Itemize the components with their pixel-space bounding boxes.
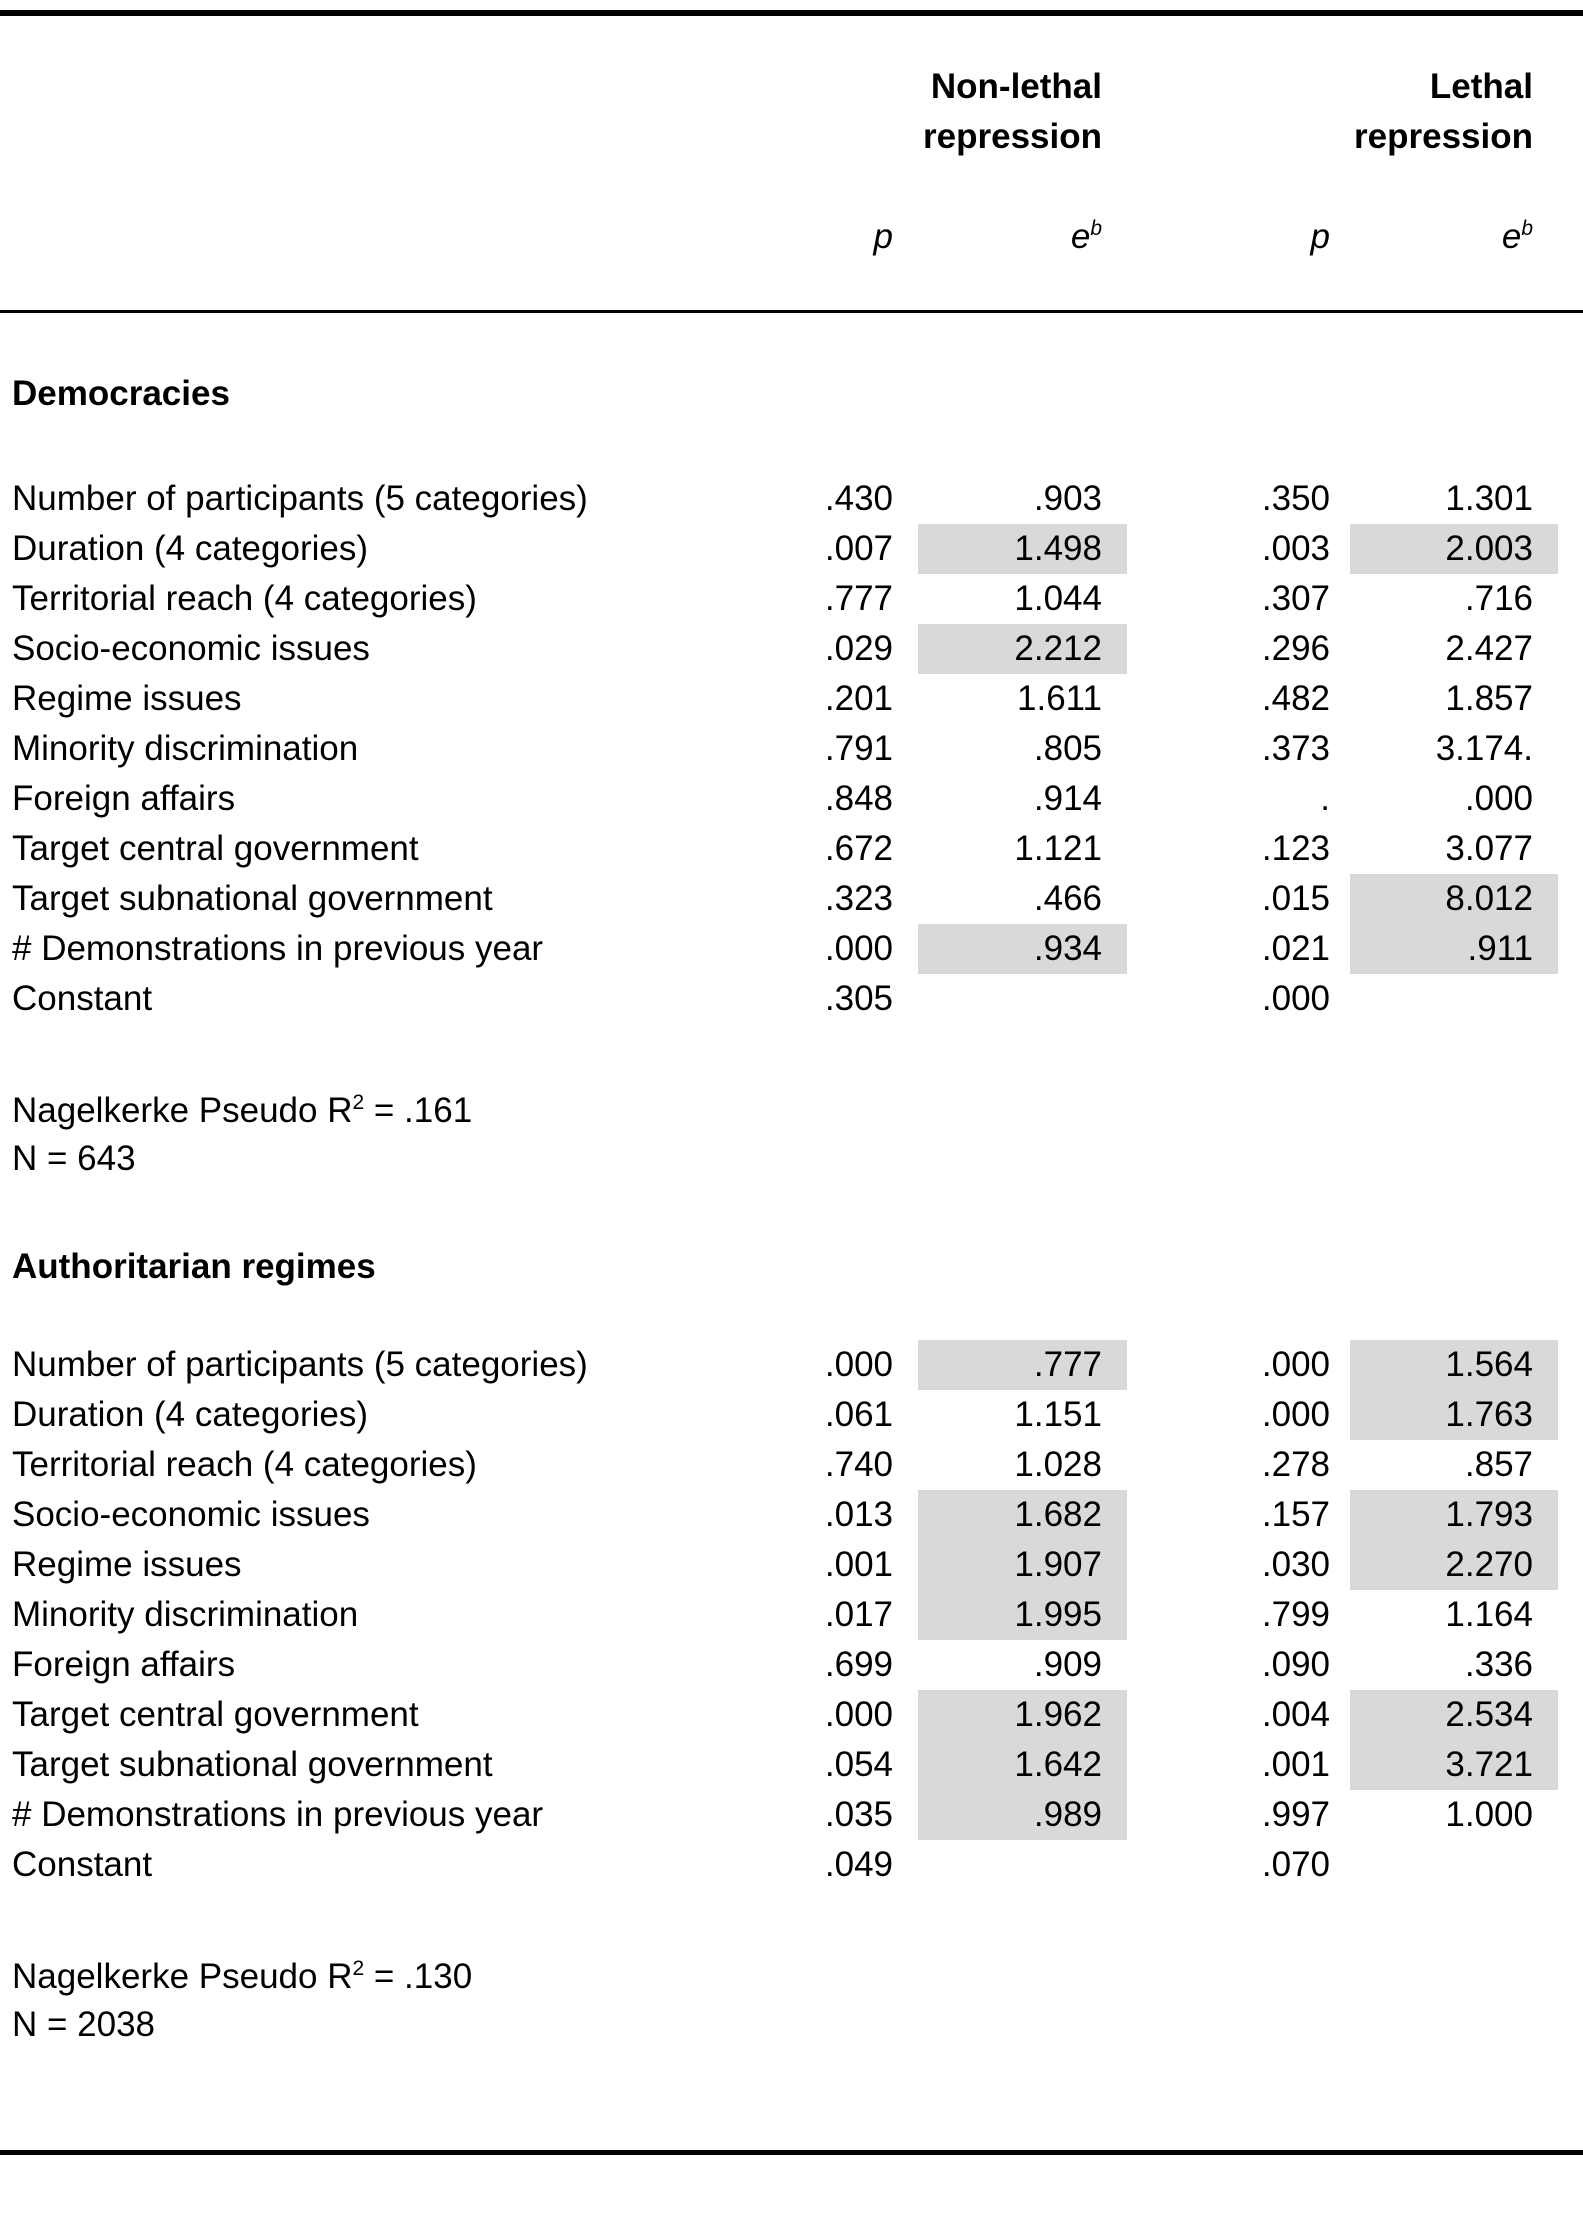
table-row bbox=[0, 1490, 1583, 1540]
eb-value-lethal: 3.174. bbox=[1435, 729, 1533, 768]
eb-value-lethal: 1.164 bbox=[1445, 1595, 1533, 1634]
pseudo-r2-authoritarian bbox=[12, 1944, 1583, 1994]
row-end-pad bbox=[1558, 474, 1583, 524]
col-group-label-line: Lethal bbox=[1429, 67, 1533, 106]
row-end-pad bbox=[1558, 774, 1583, 824]
eb-value-nonlethal: 1.151 bbox=[1014, 1395, 1102, 1434]
p-value-nonlethal: .201 bbox=[824, 679, 893, 718]
row-label: Target subnational government bbox=[12, 1745, 493, 1784]
row-label: Duration (4 categories) bbox=[12, 529, 368, 568]
eb-value-lethal: 2.003 bbox=[1334, 524, 1558, 574]
eb-value-lethal: 1.857 bbox=[1445, 679, 1533, 718]
eb-value-nonlethal: .903 bbox=[1033, 479, 1102, 518]
row-end-pad bbox=[1558, 1440, 1583, 1490]
eb-value-nonlethal: 1.962 bbox=[900, 1690, 1127, 1740]
table-row bbox=[0, 924, 1583, 974]
eb-value-lethal: 1.000 bbox=[1445, 1795, 1533, 1834]
column-header-table bbox=[0, 62, 1583, 262]
row-label: Target central government bbox=[12, 829, 419, 868]
section-title-authoritarian: Authoritarian regimes bbox=[12, 1247, 376, 1286]
eb-value-lethal bbox=[1334, 1840, 1558, 1890]
row-label: Socio-economic issues bbox=[12, 1495, 370, 1534]
eb-value-lethal: 2.270 bbox=[1334, 1540, 1558, 1590]
eb-value-nonlethal: .989 bbox=[900, 1790, 1127, 1840]
row-end-pad bbox=[1558, 674, 1583, 724]
n-democracies: N = 643 bbox=[12, 1139, 136, 1178]
row-label: Territorial reach (4 categories) bbox=[12, 579, 477, 618]
eb-value-nonlethal: 1.044 bbox=[1014, 579, 1102, 618]
header-divider-rule bbox=[0, 310, 1583, 313]
p-value-lethal: .373 bbox=[1261, 729, 1330, 768]
row-label: Duration (4 categories) bbox=[12, 1395, 368, 1434]
eb-value-nonlethal: .914 bbox=[1033, 779, 1102, 818]
p-value-nonlethal: .007 bbox=[824, 529, 893, 568]
r2-superscript: 2 bbox=[352, 1091, 365, 1114]
eb-value-nonlethal: 1.028 bbox=[1014, 1445, 1102, 1484]
row-label: # Demonstrations in previous year bbox=[12, 929, 544, 968]
p-value-nonlethal: .777 bbox=[824, 579, 893, 618]
eb-value-lethal: 3.721 bbox=[1334, 1740, 1558, 1790]
row-end-pad bbox=[1558, 874, 1583, 924]
p-value-nonlethal: .000 bbox=[824, 1345, 893, 1384]
row-label: Foreign affairs bbox=[12, 779, 236, 818]
p-value-lethal: .997 bbox=[1261, 1795, 1330, 1834]
row-end-pad bbox=[1558, 974, 1583, 1024]
p-value-lethal: . bbox=[1320, 779, 1330, 818]
subheader-p-lethal bbox=[1127, 162, 1334, 262]
empty-cell bbox=[1558, 162, 1583, 262]
p-value-lethal: .157 bbox=[1261, 1495, 1330, 1534]
empty-cell bbox=[0, 162, 750, 262]
eb-value-lethal: .000 bbox=[1464, 779, 1533, 818]
eb-value-nonlethal: .466 bbox=[1033, 879, 1102, 918]
table-row bbox=[0, 1840, 1583, 1890]
table-row bbox=[0, 1740, 1583, 1790]
b-superscript: b bbox=[1090, 217, 1102, 240]
row-end-pad bbox=[1558, 1640, 1583, 1690]
p-value-nonlethal: .061 bbox=[824, 1395, 893, 1434]
table-row bbox=[0, 674, 1583, 724]
p-value-lethal: .004 bbox=[1261, 1695, 1330, 1734]
subheader-p-nonlethal bbox=[750, 162, 900, 262]
p-value-lethal: .001 bbox=[1261, 1745, 1330, 1784]
empty-cell bbox=[0, 62, 750, 162]
col-group-nonlethal-repression bbox=[900, 62, 1127, 162]
pseudo-r2-text: Nagelkerke Pseudo R bbox=[12, 1091, 353, 1130]
table-row bbox=[0, 974, 1583, 1024]
p-value-lethal: .003 bbox=[1261, 529, 1330, 568]
p-value-nonlethal: .791 bbox=[824, 729, 893, 768]
p-value-nonlethal: .305 bbox=[824, 979, 893, 1018]
eb-value-lethal: .857 bbox=[1464, 1445, 1533, 1484]
p-value-nonlethal: .049 bbox=[824, 1845, 893, 1884]
p-value-nonlethal: .848 bbox=[824, 779, 893, 818]
eb-value-lethal: 1.301 bbox=[1445, 479, 1533, 518]
table-row bbox=[0, 724, 1583, 774]
p-value-nonlethal: .740 bbox=[824, 1445, 893, 1484]
eb-value-nonlethal: .909 bbox=[1033, 1645, 1102, 1684]
subheader-row bbox=[0, 162, 1583, 262]
eb-value-lethal: 1.564 bbox=[1334, 1340, 1558, 1390]
eb-value-lethal: .716 bbox=[1464, 579, 1533, 618]
democracies-data-table bbox=[0, 474, 1583, 1024]
row-end-pad bbox=[1558, 1740, 1583, 1790]
p-symbol: p bbox=[1310, 217, 1330, 256]
table-row bbox=[0, 1390, 1583, 1440]
p-value-nonlethal: .017 bbox=[824, 1595, 893, 1634]
table-row bbox=[0, 1540, 1583, 1590]
p-value-nonlethal: .054 bbox=[824, 1745, 893, 1784]
eb-value-lethal: 1.793 bbox=[1334, 1490, 1558, 1540]
table-row bbox=[0, 1340, 1583, 1390]
p-symbol: p bbox=[873, 217, 893, 256]
e-symbol: e bbox=[1070, 217, 1091, 256]
row-end-pad bbox=[1558, 1390, 1583, 1440]
pseudo-r2-democracies bbox=[12, 1078, 1583, 1128]
row-label: Minority discrimination bbox=[12, 729, 359, 768]
row-label: Regime issues bbox=[12, 679, 242, 718]
row-end-pad bbox=[1558, 824, 1583, 874]
row-label: Socio-economic issues bbox=[12, 629, 370, 668]
e-symbol: e bbox=[1501, 217, 1522, 256]
subheader-eb-lethal bbox=[1334, 162, 1558, 262]
p-value-lethal: .350 bbox=[1261, 479, 1330, 518]
p-value-nonlethal: .001 bbox=[824, 1545, 893, 1584]
row-end-pad bbox=[1558, 1590, 1583, 1640]
col-group-label-line: repression bbox=[923, 117, 1102, 156]
table-row bbox=[0, 1590, 1583, 1640]
pseudo-r2-text: Nagelkerke Pseudo R bbox=[12, 1957, 353, 1996]
table-row bbox=[0, 1790, 1583, 1840]
p-value-lethal: .000 bbox=[1261, 979, 1330, 1018]
p-value-lethal: .278 bbox=[1261, 1445, 1330, 1484]
p-value-lethal: .015 bbox=[1261, 879, 1330, 918]
pseudo-r2-value: = .161 bbox=[364, 1091, 473, 1130]
eb-value-lethal: .911 bbox=[1334, 924, 1558, 974]
row-label: Target central government bbox=[12, 1695, 419, 1734]
p-value-nonlethal: .323 bbox=[824, 879, 893, 918]
p-value-lethal: .123 bbox=[1261, 829, 1330, 868]
section-title-democracies: Democracies bbox=[12, 374, 230, 413]
subheader-eb-nonlethal bbox=[900, 162, 1127, 262]
col-group-label-line: Non-lethal bbox=[930, 67, 1102, 106]
p-value-lethal: .296 bbox=[1261, 629, 1330, 668]
eb-value-nonlethal: 1.498 bbox=[900, 524, 1127, 574]
empty-cell bbox=[1558, 62, 1583, 162]
p-value-lethal: .482 bbox=[1261, 679, 1330, 718]
authoritarian-data-table bbox=[0, 1340, 1583, 1890]
p-value-nonlethal: .000 bbox=[824, 929, 893, 968]
eb-value-nonlethal: 2.212 bbox=[900, 624, 1127, 674]
row-label: Constant bbox=[12, 979, 153, 1018]
bottom-rule bbox=[0, 2150, 1583, 2155]
table-row bbox=[0, 524, 1583, 574]
eb-value-nonlethal: 1.907 bbox=[900, 1540, 1127, 1590]
p-value-lethal: .799 bbox=[1261, 1595, 1330, 1634]
col-group-lethal-repression bbox=[1334, 62, 1558, 162]
column-group-row bbox=[0, 62, 1583, 162]
p-value-nonlethal: .699 bbox=[824, 1645, 893, 1684]
row-end-pad bbox=[1558, 1690, 1583, 1740]
eb-value-nonlethal: 1.642 bbox=[900, 1740, 1127, 1790]
row-label: Constant bbox=[12, 1845, 153, 1884]
row-label: Minority discrimination bbox=[12, 1595, 359, 1634]
row-end-pad bbox=[1558, 1490, 1583, 1540]
p-value-lethal: .021 bbox=[1261, 929, 1330, 968]
p-value-lethal: .000 bbox=[1261, 1345, 1330, 1384]
row-end-pad bbox=[1558, 724, 1583, 774]
table-row bbox=[0, 624, 1583, 674]
pseudo-r2-value: = .130 bbox=[364, 1957, 473, 1996]
eb-value-nonlethal bbox=[900, 1840, 1127, 1890]
row-label: Regime issues bbox=[12, 1545, 242, 1584]
row-end-pad bbox=[1558, 1540, 1583, 1590]
row-end-pad bbox=[1558, 1790, 1583, 1840]
table-row bbox=[0, 574, 1583, 624]
p-value-lethal: .307 bbox=[1261, 579, 1330, 618]
table-row bbox=[0, 774, 1583, 824]
p-value-nonlethal: .013 bbox=[824, 1495, 893, 1534]
p-value-nonlethal: .000 bbox=[824, 1695, 893, 1734]
p-value-lethal: .000 bbox=[1261, 1395, 1330, 1434]
p-value-lethal: .070 bbox=[1261, 1845, 1330, 1884]
eb-value-nonlethal: 1.682 bbox=[900, 1490, 1127, 1540]
p-value-nonlethal: .029 bbox=[824, 629, 893, 668]
regression-table-page bbox=[0, 10, 1583, 2155]
table-row bbox=[0, 874, 1583, 924]
row-label: Number of participants (5 categories) bbox=[12, 479, 588, 518]
empty-cell bbox=[750, 62, 900, 162]
p-value-nonlethal: .672 bbox=[824, 829, 893, 868]
row-label: Territorial reach (4 categories) bbox=[12, 1445, 477, 1484]
eb-value-lethal: .336 bbox=[1464, 1645, 1533, 1684]
p-value-nonlethal: .035 bbox=[824, 1795, 893, 1834]
empty-cell bbox=[1127, 62, 1334, 162]
eb-value-nonlethal: 1.121 bbox=[1014, 829, 1102, 868]
row-end-pad bbox=[1558, 924, 1583, 974]
eb-value-nonlethal: 1.995 bbox=[900, 1590, 1127, 1640]
eb-value-nonlethal: .777 bbox=[900, 1340, 1127, 1390]
eb-value-lethal: 2.534 bbox=[1334, 1690, 1558, 1740]
b-superscript: b bbox=[1521, 217, 1533, 240]
row-end-pad bbox=[1558, 1840, 1583, 1890]
table-row bbox=[0, 1440, 1583, 1490]
table-row bbox=[0, 474, 1583, 524]
eb-value-nonlethal: 1.611 bbox=[1017, 679, 1102, 718]
top-rule bbox=[0, 10, 1583, 16]
row-label: Foreign affairs bbox=[12, 1645, 236, 1684]
p-value-lethal: .030 bbox=[1261, 1545, 1330, 1584]
row-label: Target subnational government bbox=[12, 879, 493, 918]
row-end-pad bbox=[1558, 1340, 1583, 1390]
table-row bbox=[0, 1690, 1583, 1740]
eb-value-lethal: 8.012 bbox=[1334, 874, 1558, 924]
p-value-nonlethal: .430 bbox=[824, 479, 893, 518]
eb-value-nonlethal: .934 bbox=[900, 924, 1127, 974]
table-row bbox=[0, 824, 1583, 874]
row-label: # Demonstrations in previous year bbox=[12, 1795, 544, 1834]
eb-value-lethal: 1.763 bbox=[1334, 1390, 1558, 1440]
row-end-pad bbox=[1558, 624, 1583, 674]
row-end-pad bbox=[1558, 524, 1583, 574]
eb-value-lethal bbox=[1334, 974, 1558, 1024]
row-end-pad bbox=[1558, 574, 1583, 624]
n-authoritarian: N = 2038 bbox=[12, 2005, 156, 2044]
row-label: Number of participants (5 categories) bbox=[12, 1345, 588, 1384]
eb-value-nonlethal: .805 bbox=[1033, 729, 1102, 768]
eb-value-lethal: 2.427 bbox=[1445, 629, 1533, 668]
table-row bbox=[0, 1640, 1583, 1690]
col-group-label-line: repression bbox=[1354, 117, 1533, 156]
eb-value-lethal: 3.077 bbox=[1445, 829, 1533, 868]
eb-value-nonlethal bbox=[900, 974, 1127, 1024]
r2-superscript: 2 bbox=[352, 1957, 365, 1980]
p-value-lethal: .090 bbox=[1261, 1645, 1330, 1684]
